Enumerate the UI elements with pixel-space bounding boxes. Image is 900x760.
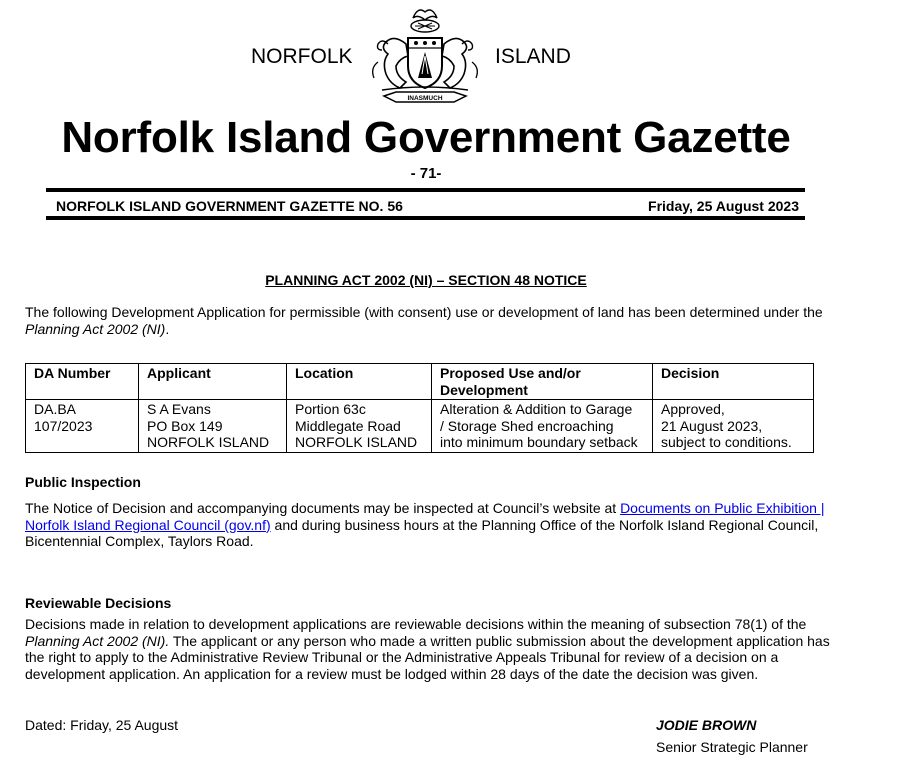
- column-header-applicant: Applicant: [139, 364, 287, 400]
- notice-heading: PLANNING ACT 2002 (NI) – SECTION 48 NOTICE: [265, 272, 587, 288]
- cell-location: Portion 63c Middlegate Road NORFOLK ISLAND: [287, 400, 432, 453]
- coat-of-arms-emblem: [366, 4, 484, 108]
- column-header-decision: Decision: [653, 364, 814, 400]
- header-rule-top: [46, 188, 805, 192]
- cell-da-number: DA.BA 107/2023: [26, 400, 139, 453]
- masthead-left-word: NORFOLK: [251, 45, 353, 68]
- table-row: [26, 400, 814, 453]
- column-header-da-number: DA Number: [26, 364, 139, 400]
- issue-number: NORFOLK ISLAND GOVERNMENT GAZETTE NO. 56: [56, 198, 403, 214]
- column-header-proposed-use: Proposed Use and/or Development: [432, 364, 653, 400]
- gazette-title: Norfolk Island Government Gazette: [61, 113, 791, 162]
- cell-decision: Approved, 21 August 2023, subject to conditions.: [653, 400, 814, 453]
- intro-paragraph: [25, 304, 835, 337]
- header-rule-bottom: [46, 216, 805, 220]
- reviewable-decisions-heading: Reviewable Decisions: [25, 595, 172, 611]
- intro-end: .: [165, 320, 170, 337]
- signer-name: JODIE BROWN: [656, 717, 757, 733]
- reviewable-text: Decisions made in relation to development applications are reviewable decisions within the meaning of subsection 78(1) of the: [25, 616, 807, 632]
- intro-text: The following Development Application for permissible (with consent) use or development of land has been determined under the: [25, 304, 823, 320]
- reviewable-decisions-paragraph: [25, 616, 835, 682]
- cell-proposed-use: Alteration & Addition to Garage / Storage Shed encroaching into minimum boundary setback: [432, 400, 653, 453]
- reviewable-act-name: Planning Act 2002 (NI).: [25, 632, 170, 649]
- signer-title: Senior Strategic Planner: [656, 739, 808, 755]
- reviewable-text-end: The applicant or any person who made a written public submission about the development application has the right to apply to the Administrative Review Tribunal or the Administrative Appeals Tribunal for review of a decision on a development application. An application for a review must be lodged within 28 days of the date the decision was given.: [25, 632, 830, 682]
- public-inspection-text-end: and during business hours at the Planning Office of the Norfolk Island Regional Council, Bicentennial Complex, Taylors Road.: [25, 516, 819, 549]
- table-header-row: [26, 364, 814, 400]
- crest-motto: INASMUCH: [407, 95, 443, 102]
- public-inspection-heading: Public Inspection: [25, 474, 141, 490]
- intro-act-name: Planning Act 2002 (NI): [25, 320, 166, 337]
- cell-applicant: S A Evans PO Box 149 NORFOLK ISLAND: [139, 400, 287, 453]
- documents-on-exhibition-link[interactable]: Documents on Public Exhibition | Norfolk Island Regional Council (gov.nf): [25, 500, 825, 533]
- development-application-table: [25, 363, 814, 453]
- public-inspection-text: The Notice of Decision and accompanying documents may be inspected at Council’s website at: [25, 500, 621, 516]
- dated-line: Dated: Friday, 25 August: [25, 717, 179, 733]
- masthead-right-word: ISLAND: [495, 45, 571, 68]
- column-header-location: Location: [287, 364, 432, 400]
- public-inspection-paragraph: [25, 500, 835, 550]
- issue-date: Friday, 25 August 2023: [648, 198, 799, 214]
- page-number: - 71-: [410, 165, 442, 182]
